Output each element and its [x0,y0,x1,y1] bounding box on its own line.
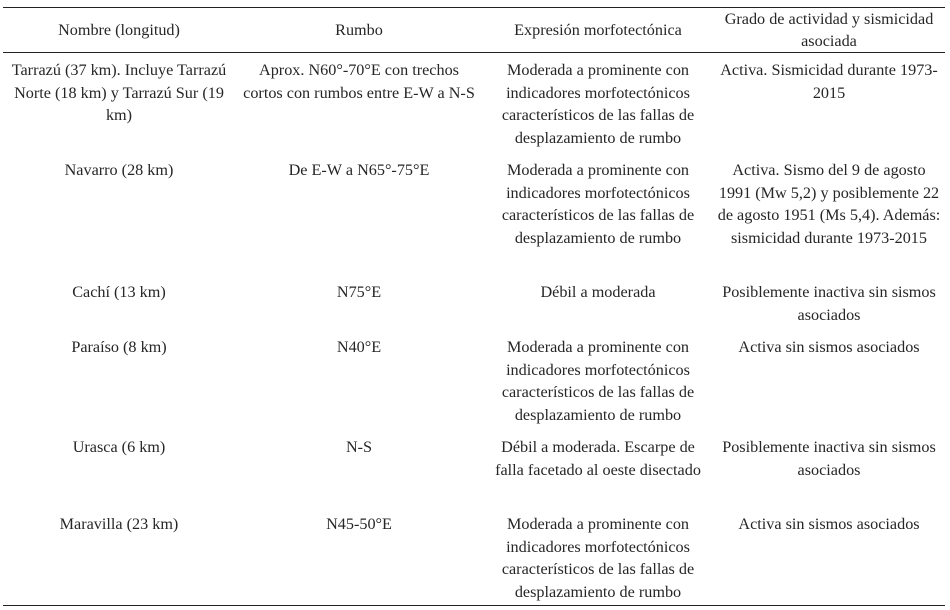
cell-nombre: Navarro (28 km) [64,161,174,179]
cell-rumbo: De E-W a N65°-75°E [288,161,430,179]
table-body [3,53,945,606]
cell-actividad: Posiblemente inactiva sin sismos asociados [722,283,936,324]
cell-expresion: Débil a moderada. Escarpe de falla facetado al oeste disectado [495,438,701,479]
cell-rumbo: N75°E [336,283,382,301]
header-expresion: Expresión morfotectónica [514,21,682,39]
cell-nombre: Urasca (6 km) [72,438,166,456]
table-row [3,507,945,606]
cell-expresion: Moderada a prominente con indicadores morfotectónicos característicos de las fallas de desplazamiento de rumbo [501,61,695,147]
cell-actividad: Activa. Sismicidad durante 1973-2015 [720,61,938,102]
table-row [3,330,945,430]
cell-actividad: Activa sin sismos asociados [738,515,920,533]
cell-nombre: Cachí (13 km) [72,283,166,301]
table-header [3,8,945,53]
cell-nombre: Maravilla (23 km) [59,515,179,533]
cell-actividad: Posiblemente inactiva sin sismos asociados [722,438,936,479]
cell-expresion: Moderada a prominente con indicadores morfotectónicos característicos de las fallas de desplazamiento de rumbo [501,515,695,601]
cell-actividad: Activa sin sismos asociados [738,338,920,356]
cell-rumbo: N-S [345,438,373,456]
table-row [3,430,945,507]
cell-expresion: Moderada a prominente con indicadores morfotectónicos característicos de las fallas de desplazamiento de rumbo [501,338,695,424]
fault-table [3,7,945,606]
cell-expresion: Débil a moderada [540,283,656,301]
cell-rumbo: N40°E [336,338,382,356]
cell-rumbo: N45-50°E [326,515,392,533]
cell-nombre: Tarrazú (37 km). Incluye Tarrazú Norte (18 km) y Tarrazú Sur (19 km) [11,61,227,124]
table-row [3,53,945,154]
cell-expresion: Moderada a prominente con indicadores morfotectónicos característicos de las fallas de desplazamiento de rumbo [501,161,695,247]
table-row [3,153,945,275]
cell-actividad: Activa. Sismo del 9 de agosto 1991 (Mw 5,2) y posiblemente 22 de agosto 1951 (Ms 5,4). Además: sismicidad durante 1973-2015 [717,161,941,247]
header-row [3,8,945,53]
header-actividad: Grado de actividad y sismicidad asociada [724,10,934,50]
fault-table-container [3,7,945,606]
cell-rumbo: Aprox. N60°-70°E con trechos cortos con rumbos entre E-W a N-S [243,61,475,102]
header-nombre: Nombre (longitud) [58,21,180,39]
table-row [3,275,945,330]
cell-nombre: Paraíso (8 km) [71,338,167,356]
header-rumbo: Rumbo [335,21,383,39]
